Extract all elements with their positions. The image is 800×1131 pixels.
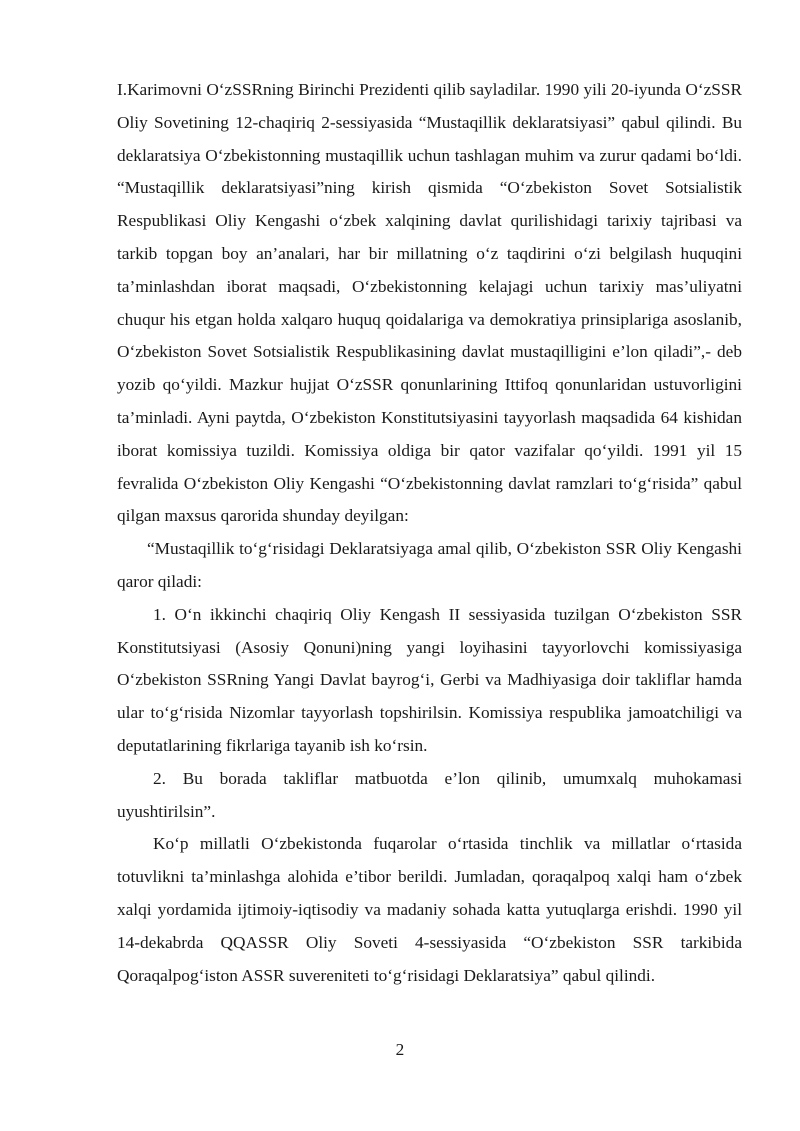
page-number: 2 <box>395 1040 405 1059</box>
paragraph-intro: I.Karimovni O‘zSSRning Birinchi Prezidenti qilib sayladilar. 1990 yili 20-iyunda O‘zSSR Oliy Sovetining 12-chaqiriq 2-sessiyasida “Mustaqillik deklaratsiyasi” qabul qilindi. Bu deklaratsiya O‘zbekistonning mustaqillik uchun tashlagan muhim va zurur qadami bo‘ldi. “Mustaqillik deklaratsiyasi”ning kirish qismida “O‘zbekiston Sovet Sotsialistik Respublikasi Oliy Kengashi o‘zbek xalqining davlat qurilishidagi tarixiy tajribasi va tarkib topgan boy an’analari, har bir millatning o‘z taqdirini o‘zi belgilash huquqini ta’minlashdan iborat maqsadi, O‘zbekistonning kelajagi uchun tarixiy mas’uliyatni chuqur his etgan holda xalqaro huquq qoidalariga va demokratiya prinsiplariga asoslanib, O‘zbekiston Sovet Sotsialistik Respublikasining davlat mustaqilligini e’lon qiladi”,- deb yozib qo‘yildi. Mazkur hujjat O‘zSSR qonunlarining Ittifoq qonunlaridan ustuvorligini ta’minladi. Ayni paytda, O‘zbekiston Konstitutsiyasini tayyorlash maqsadida 64 kishidan iborat komissiya tuzildi. Komissiya oldiga bir qator vazifalar qo‘yildi. 1991 yil 15 fevralida O‘zbekiston Oliy Kengashi “O‘zbekistonning davlat ramzlari to‘g‘risida” qabul qilgan maxsus qarorida shunday deyilgan: <box>117 80 742 526</box>
document-body <box>117 74 742 992</box>
paragraph-conclusion: Ko‘p millatli O‘zbekistonda fuqarolar o‘rtasida tinchlik va millatlar o‘rtasida totuvlikni ta’minlashga alohida e’tibor berildi. Jumladan, qoraqalpoq xalqi ham o‘zbek xalqi yordamida ijtimoiy-iqtisodiy va madaniy sohada katta yutuqlarga erishdi. 1990 yil 14-dekabrda QQASSR Oliy Soveti 4-sessiyasida “O‘zbekiston SSR tarkibida Qoraqalpog‘iston ASSR suvereniteti to‘g‘risidagi Deklaratsiya” qabul qilindi. <box>117 834 742 985</box>
paragraph-quote-opening: “Mustaqillik to‘g‘risidagi Deklaratsiyaga amal qilib, O‘zbekiston SSR Oliy Kengashi qaror qiladi: <box>117 539 742 591</box>
paragraph-decree-item-1: 1. O‘n ikkinchi chaqiriq Oliy Kengash II sessiyasida tuzilgan O‘zbekiston SSR Konstitutsiyasi (Asosiy Qonuni)ning yangi loyihasini tayyorlovchi komissiyasiga O‘zbekiston SSRning Yangi Davlat bayrog‘i, Gerbi va Madhiyasiga doir takliflar hamda ular to‘g‘risida Nizomlar tayyorlash topshirilsin. Komissiya respublika jamoatchiligi va deputatlarining fikrlariga tayanib ish ko‘rsin. <box>117 604 742 755</box>
paragraph-decree-item-2: 2. Bu borada takliflar matbuotda e’lon qilinib, umumxalq muhokamasi uyushtirilsin”. <box>117 768 742 821</box>
